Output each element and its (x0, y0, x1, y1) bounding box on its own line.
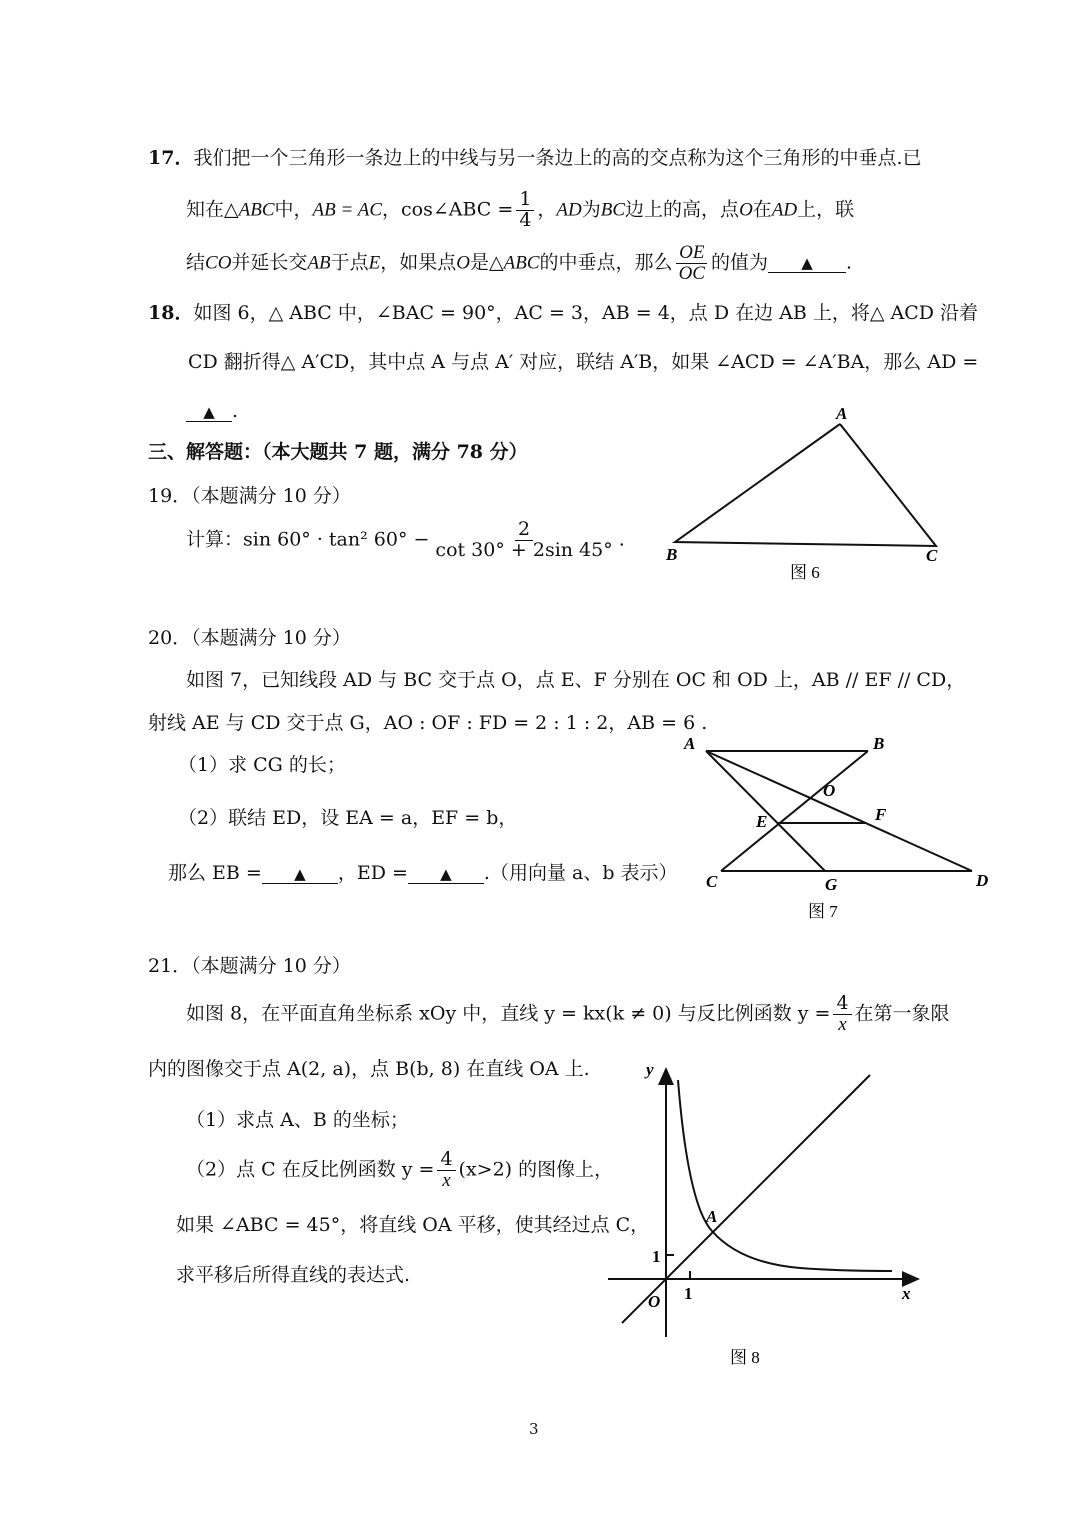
q20-part3 (168, 862, 678, 885)
q17-fraction (516, 190, 534, 231)
y-tick-label: 1 (652, 1247, 661, 1266)
frac-num: 4 (833, 994, 851, 1015)
q21-t: (x>2) 的图像上， (458, 1158, 614, 1181)
answer-blank[interactable] (768, 253, 846, 273)
answer-blank[interactable] (262, 864, 338, 884)
q17-t: ， (537, 198, 557, 221)
figure-7 (670, 730, 1000, 926)
q17-text-1: 我们把一个三角形一条边上的中线与另一条边上的高的交点称为这个三角形的中垂点.已 (193, 147, 922, 169)
q21-t: （2）点 C 在反比例函数 y = (186, 1158, 435, 1181)
q19-expr: sin 60° · tan² 60° − (243, 528, 430, 551)
q21-line1 (186, 994, 950, 1035)
segment-bc (721, 751, 868, 871)
q17-line2 (186, 190, 854, 231)
q17-t: 在 (752, 198, 772, 221)
ray-ae (706, 751, 825, 871)
q17-bc: BC (600, 199, 626, 221)
q17-ad: AD (771, 199, 798, 221)
q17-t: ，如果点 (380, 251, 457, 274)
hyperbola-curve (678, 1080, 892, 1271)
q19-expression (186, 520, 625, 561)
q17-cos: cos∠ABC = (401, 198, 514, 221)
q17-t: 是△ (470, 251, 504, 274)
q19-fraction (432, 520, 615, 561)
q21-part3: 如果 ∠ABC = 45°，将直线 OA 平移，使其经过点 C， (176, 1214, 650, 1236)
section-title: 三、解答题：（本大题共 7 题，满分 78 分） (148, 441, 528, 463)
page-number: 3 (529, 1420, 539, 1438)
q18-number: 18． (148, 302, 194, 324)
label-x-axis: x (902, 1284, 911, 1303)
q21-fraction (833, 994, 851, 1035)
label-y-axis: y (646, 1060, 654, 1079)
q21-line2: 内的图像交于点 A(2, a)，点 B(b, 8) 在直线 OA 上. (148, 1058, 590, 1080)
q18-text-2: CD 翻折得△ A′CD，其中点 A 与点 A′ 对应，联结 A′B，如果 ∠ACD = ∠A′BA，那么 AD = (188, 351, 979, 373)
q19-head: 19．（本题满分 10 分） (148, 485, 351, 507)
label-c: C (706, 872, 718, 891)
q17-t: 知在△ (186, 198, 239, 221)
label-b: B (873, 734, 885, 753)
q17-e: E (368, 252, 381, 274)
triangle-mark-icon: ▲ (294, 865, 306, 883)
frac-den: OC (678, 262, 705, 284)
figure-7-caption: 图 7 (808, 902, 838, 921)
label-o: O (823, 781, 836, 800)
q17-t: 于点 (330, 251, 369, 274)
q20-line1: 如图 7，已知线段 AD 与 BC 交于点 O，点 E、F 分别在 OC 和 OD 上，AB // EF // CD， (186, 669, 966, 691)
frac-den: cot 30° + 2sin 45° (435, 538, 613, 561)
q17-abc: ABC (503, 252, 540, 274)
label-c: C (926, 546, 938, 565)
q18-text-1: 如图 6，△ ABC 中，∠BAC = 90°，AC = 3，AB = 4，点 D 在边 AB 上，将△ ACD 沿着 (193, 302, 979, 324)
triangle-mark-icon: ▲ (203, 403, 215, 421)
frac-num: 1 (516, 190, 534, 211)
q21-t: 在第一象限 (854, 1002, 950, 1025)
q20-part1: （1）求 CG 的长； (178, 754, 346, 776)
q21-fraction-2 (437, 1150, 455, 1191)
frac-num: OE (676, 243, 707, 264)
q17-t: 上，联 (797, 198, 855, 221)
q21-head: 21．（本题满分 10 分） (148, 955, 351, 977)
q21-part1: （1）求点 A、B 的坐标； (186, 1109, 409, 1131)
frac-den: x (442, 1169, 451, 1191)
frac-den: x (838, 1013, 847, 1035)
frac-num: 2 (515, 520, 533, 541)
q19-t: . (618, 528, 625, 551)
figure-6 (640, 400, 960, 590)
q20-t: .（用向量 a、b 表示） (483, 862, 678, 884)
label-g: G (825, 875, 838, 894)
q20-t: 那么 EB = (168, 862, 262, 884)
q20-head: 20．（本题满分 10 分） (148, 627, 351, 649)
q21-part2 (186, 1150, 613, 1191)
label-f: F (875, 805, 887, 824)
q17-number: 17． (148, 147, 194, 169)
q17-line1 (148, 147, 922, 170)
q17-t: 结 (186, 251, 206, 274)
label-d: D (976, 871, 989, 890)
q17-t: 中， (274, 198, 313, 221)
q17-ab: AB (307, 252, 331, 274)
q17-t: 的中垂点，那么 (539, 251, 673, 274)
q20-t: ，ED = (337, 862, 408, 884)
q20-part2: （2）联结 ED，设 EA = a，EF = b， (178, 807, 518, 829)
figure-8-caption: 图 8 (730, 1348, 760, 1367)
label-point-a: A (706, 1207, 718, 1226)
q18-t: . (232, 400, 239, 422)
q17-abc: ABC (238, 199, 275, 221)
answer-blank[interactable] (186, 402, 232, 422)
label-e: E (756, 812, 768, 831)
label-a: A (836, 404, 848, 423)
label-origin: O (648, 1292, 661, 1311)
triangle-mark-icon: ▲ (801, 254, 813, 273)
answer-blank[interactable] (408, 864, 484, 884)
label-a: A (684, 734, 696, 753)
q18-line2 (188, 351, 978, 374)
triangle-abc (675, 424, 936, 546)
q17-o: O (456, 252, 471, 274)
frac-num: 4 (437, 1150, 455, 1171)
figure-8 (600, 1055, 940, 1375)
x-tick-label: 1 (684, 1284, 693, 1303)
q19-label: 计算： (186, 528, 244, 551)
q17-t: 为 (581, 198, 601, 221)
q17-t: 的值为 (710, 251, 768, 274)
q17-o: O (739, 199, 753, 221)
label-b: B (666, 545, 678, 564)
q20-line2: 射线 AE 与 CD 交于点 G，AO : OF : FD = 2 : 1 : 2，AB = 6 . (148, 712, 708, 734)
line-oa (622, 1075, 870, 1323)
q17-t: 边上的高，点 (625, 198, 740, 221)
q18-line3 (186, 400, 238, 423)
triangle-mark-icon: ▲ (440, 865, 452, 883)
q21-t: 如图 8，在平面直角坐标系 xOy 中，直线 y = kx(k ≠ 0) 与反比例函数 y = (186, 1002, 831, 1025)
frac-den: 4 (519, 208, 532, 231)
q17-line3 (186, 243, 852, 284)
q17-co: CO (205, 252, 232, 274)
q17-ad: AD (556, 199, 582, 221)
q17-cond: AB = AC (312, 199, 382, 221)
figure-6-caption: 图 6 (790, 563, 820, 582)
q18-line1 (148, 302, 978, 325)
q21-part4: 求平移后所得直线的表达式. (176, 1264, 411, 1286)
segment-ad (706, 751, 972, 871)
q17-oe-oc-fraction (676, 243, 708, 284)
q17-t: ， (382, 198, 402, 221)
q17-t: 并延长交 (231, 251, 308, 274)
q17-t: . (845, 251, 853, 274)
